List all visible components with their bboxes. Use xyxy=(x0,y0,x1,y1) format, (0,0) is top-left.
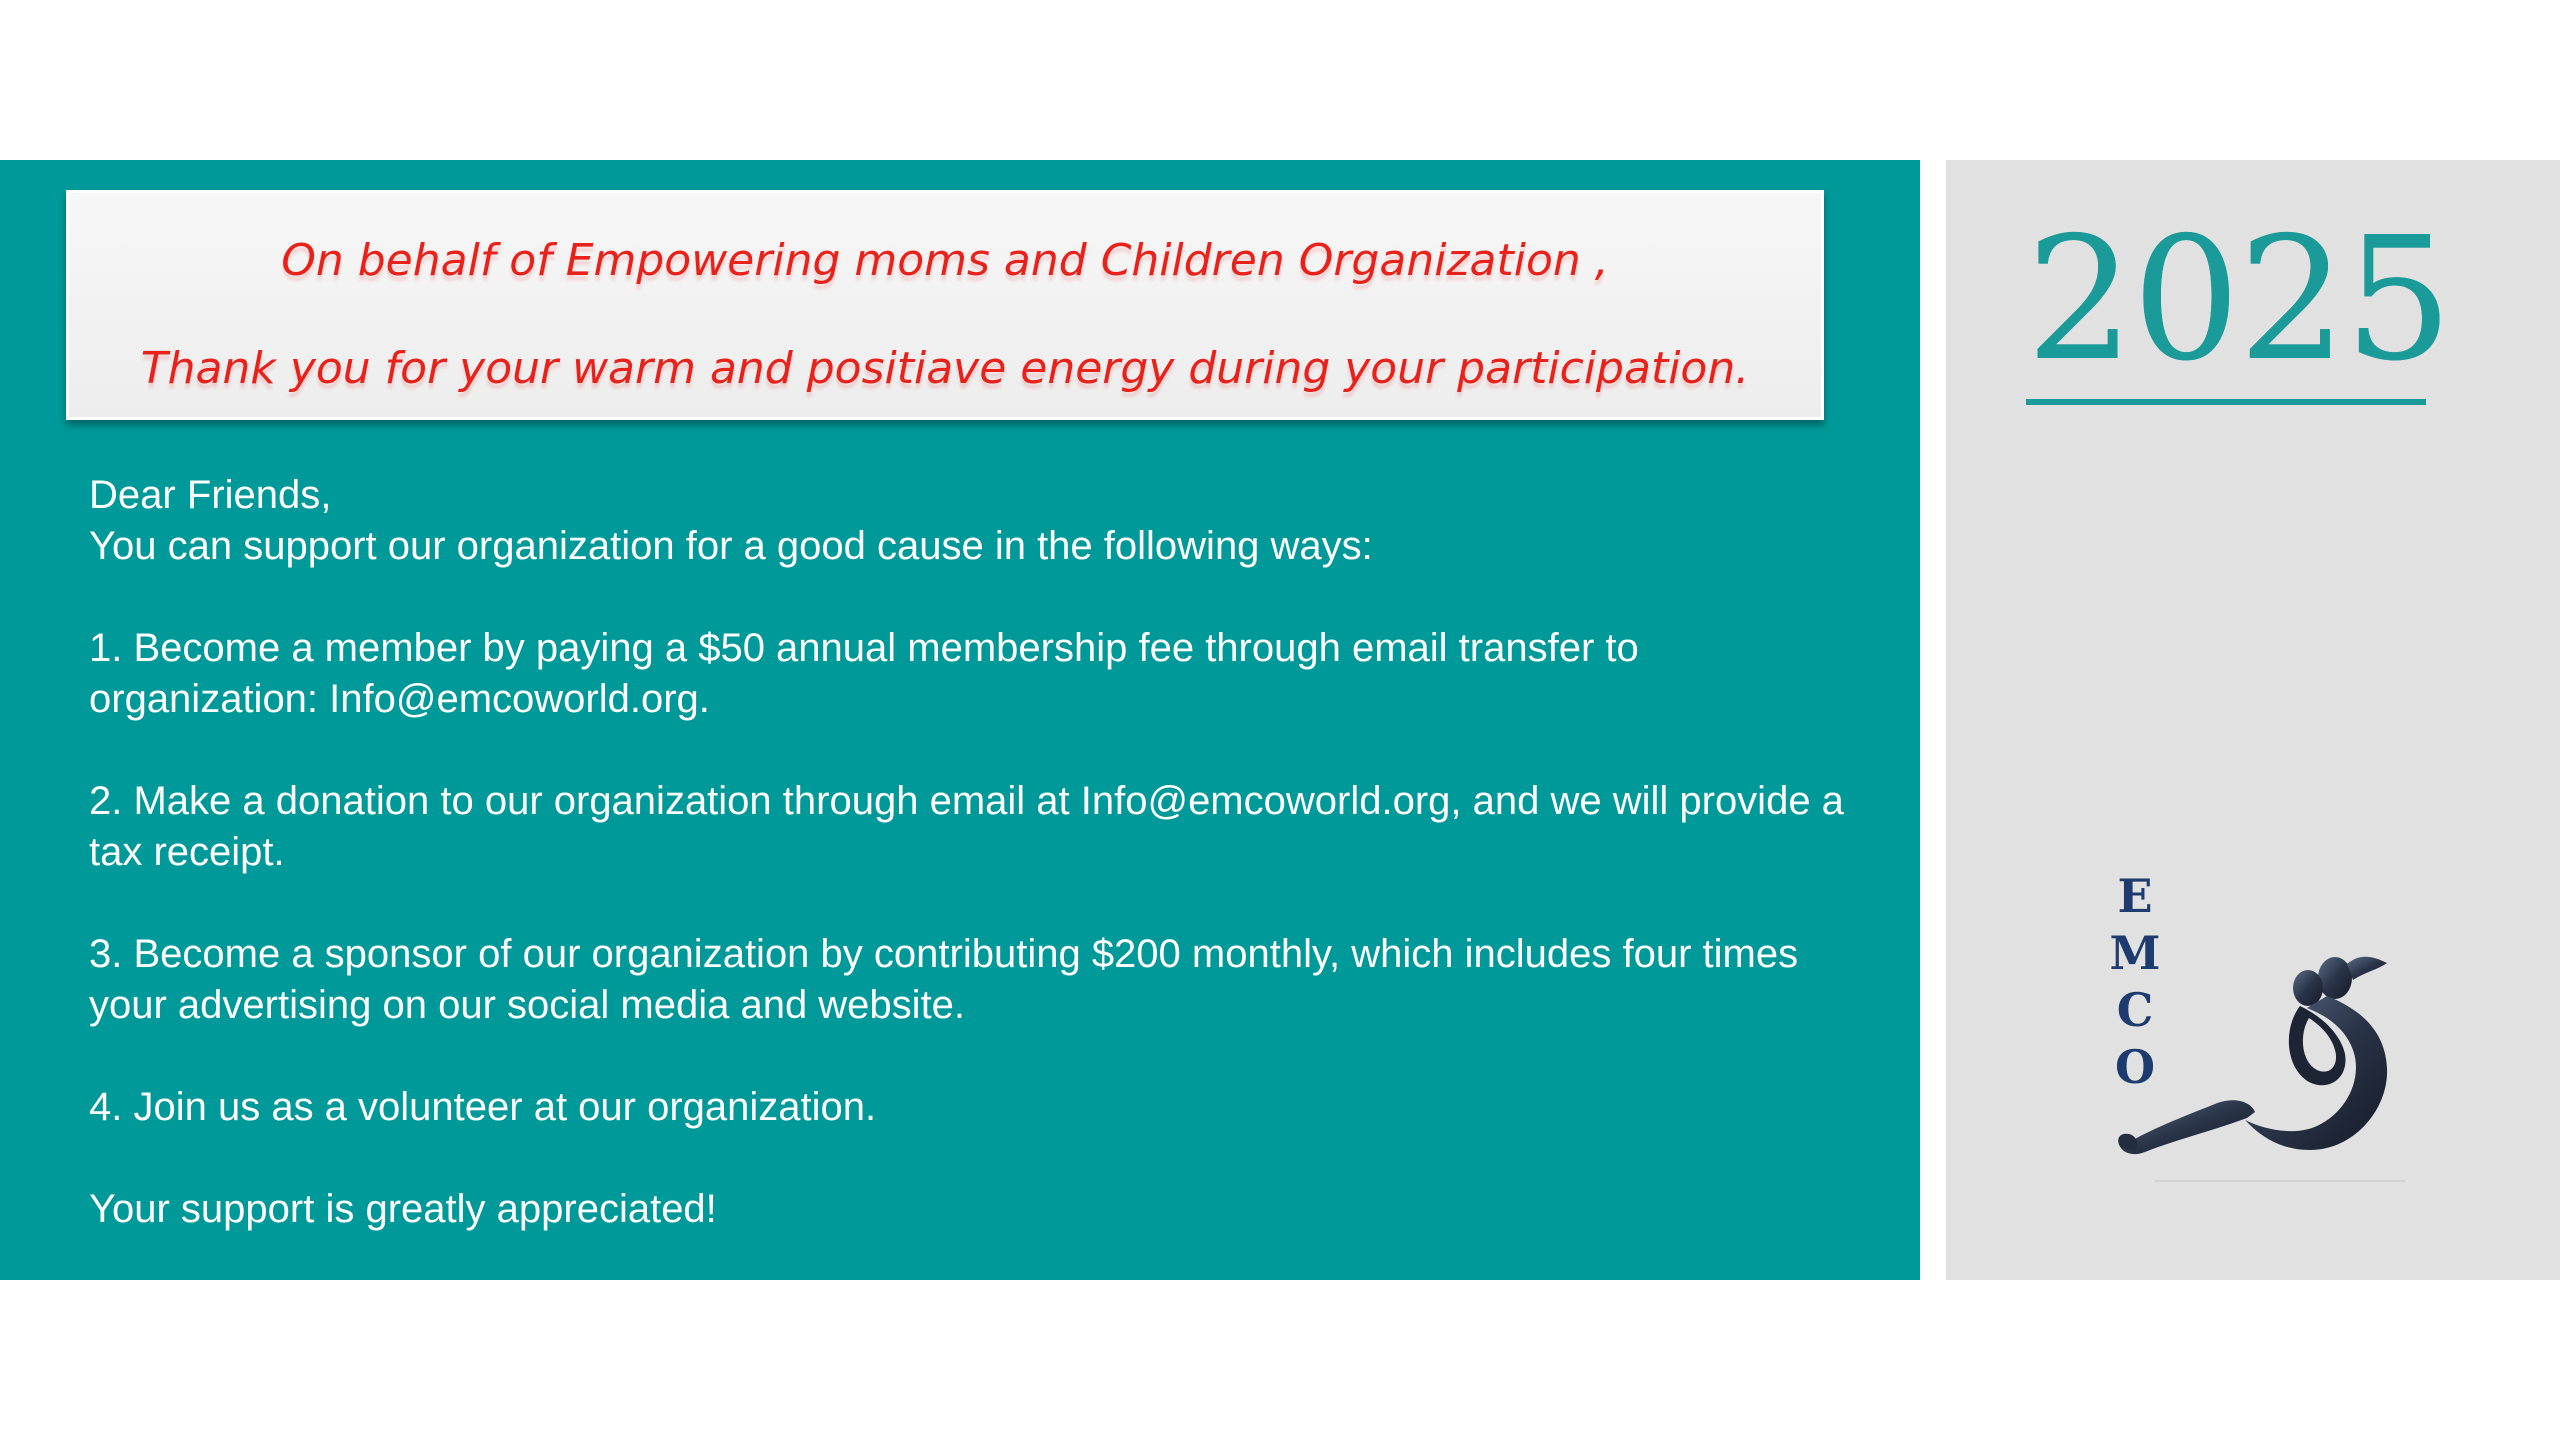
letter-intro: You can support our organization for a good cause in the following ways: xyxy=(89,524,1373,568)
year-label: 2025 xyxy=(2026,201,2451,399)
mother-child-sculpture-icon xyxy=(2095,868,2431,1188)
support-letter xyxy=(89,470,1869,1235)
logo-letter-m: M xyxy=(2109,926,2161,980)
emco-logo xyxy=(2095,868,2431,1188)
letter-greeting: Dear Friends, xyxy=(89,473,332,517)
logo-letter-o: O xyxy=(2114,1040,2156,1094)
logo-letter-c: C xyxy=(2116,983,2154,1037)
letter-item-3: 3. Become a sponsor of our organization by contributing $200 monthly, which includes four times your advertising on our social media and website. xyxy=(89,932,1799,1027)
banner-line-2: Thank you for your warm and positiave energy during your participation. xyxy=(140,343,1750,394)
thank-you-banner xyxy=(66,190,1824,420)
banner-line-1: On behalf of Empowering moms and Children Organization , xyxy=(281,235,1609,286)
letter-item-2: 2. Make a donation to our organization through email at Info@emcoworld.org, and we will provide a tax receipt. xyxy=(89,779,1844,874)
logo-letter-e: E xyxy=(2117,869,2153,923)
year-underline xyxy=(2026,399,2426,405)
letter-item-4: 4. Join us as a volunteer at our organization. xyxy=(89,1085,877,1129)
letter-closing: Your support is greatly appreciated! xyxy=(89,1187,717,1231)
letter-item-1: 1. Become a member by paying a $50 annual membership fee through email transfer to organization: Info@emcoworld.org. xyxy=(89,626,1639,721)
